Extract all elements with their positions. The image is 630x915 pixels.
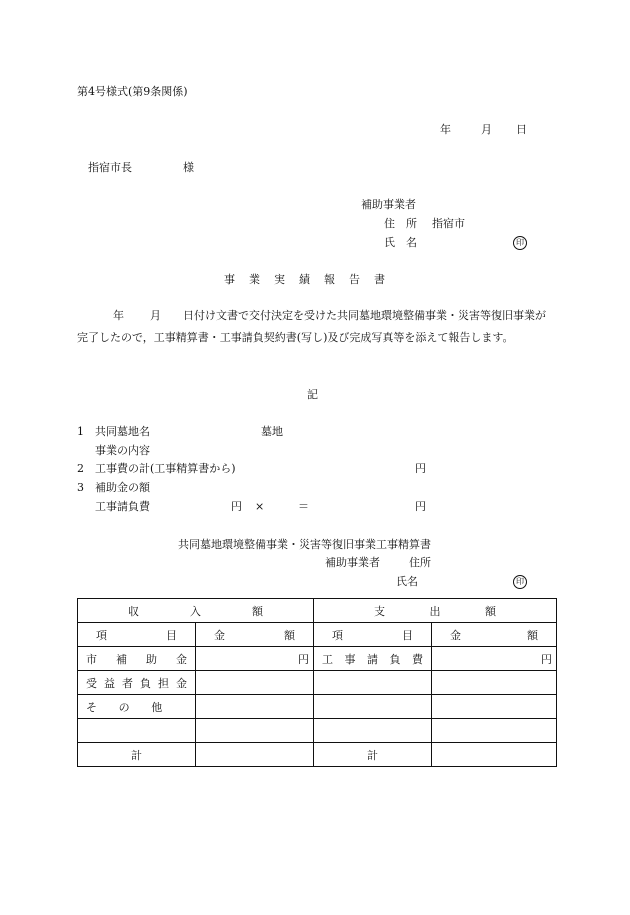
table-row bbox=[78, 695, 557, 719]
ki-label: 記 bbox=[307, 388, 318, 401]
addressee-honorific: 様 bbox=[183, 161, 194, 174]
table-row bbox=[78, 647, 557, 671]
income-item-header: 項 目 bbox=[78, 623, 196, 647]
date-year-label: 年 bbox=[440, 123, 451, 136]
applicant-address-label: 住 所 bbox=[384, 217, 417, 230]
item-3-number: 3 bbox=[77, 481, 84, 494]
label-char: 費 bbox=[412, 652, 423, 666]
date-day-label: 日 bbox=[516, 123, 527, 136]
income-amount-header: 金 額 bbox=[196, 623, 314, 647]
statement-address-label: 住所 bbox=[409, 556, 431, 569]
label-char: 金 bbox=[176, 676, 187, 690]
label-char: 助 bbox=[146, 652, 157, 666]
income-amount-cell: 円 bbox=[196, 647, 314, 671]
item-3-label: 補助金の額 bbox=[95, 481, 150, 494]
statement-title: 共同墓地環境整備事業・災害等復旧事業工事精算書 bbox=[178, 538, 431, 551]
item-3-equals-sign: ＝ bbox=[298, 500, 309, 513]
label-char: 負 bbox=[140, 676, 151, 690]
label-char: 市 bbox=[86, 652, 97, 666]
item-3-yen-unit-1: 円 bbox=[231, 500, 242, 513]
settlement-table bbox=[77, 598, 557, 767]
expense-item-cell bbox=[314, 647, 432, 671]
document-title: 事業実績報告書 bbox=[224, 273, 399, 286]
income-item-other bbox=[82, 699, 166, 715]
expense-amount-cell bbox=[432, 719, 557, 743]
applicant-seal-icon: 印 bbox=[513, 236, 527, 250]
expense-item-header: 項 目 bbox=[314, 623, 432, 647]
expense-header: 支 出 額 bbox=[314, 599, 557, 623]
expense-amount-header: 金 額 bbox=[432, 623, 557, 647]
report-body bbox=[77, 305, 554, 349]
body-year-label: 年 bbox=[113, 309, 124, 322]
income-header: 収 入 額 bbox=[78, 599, 314, 623]
income-item-cell bbox=[78, 647, 196, 671]
label-char: の bbox=[118, 700, 130, 714]
income-amount-cell bbox=[196, 671, 314, 695]
income-total-label: 計 bbox=[78, 743, 196, 767]
income-item-cell bbox=[78, 671, 196, 695]
form-number: 第4号様式(第9条関係) bbox=[77, 85, 188, 98]
label-char: 補 bbox=[116, 652, 127, 666]
expense-total-amount bbox=[432, 743, 557, 767]
expense-amount-cell bbox=[432, 695, 557, 719]
item-3-yen-unit-2: 円 bbox=[415, 500, 426, 513]
applicant-role: 補助事業者 bbox=[361, 198, 416, 211]
item-3-times-sign: × bbox=[255, 500, 265, 513]
income-amount-cell bbox=[196, 695, 314, 719]
income-item-cell bbox=[78, 695, 196, 719]
item-1-number: 1 bbox=[77, 425, 84, 438]
table-subheader-row bbox=[78, 623, 557, 647]
income-amount-cell bbox=[196, 719, 314, 743]
table-row bbox=[78, 719, 557, 743]
body-text: 日付け文書で交付決定を受けた共同墓地環境整備事業・災害等復旧事業が完了したので，工事精算書・工事請負契約書(写し)及び完成写真等を添えて報告します。 bbox=[77, 309, 546, 344]
label-char: 他 bbox=[151, 700, 163, 714]
expense-amount-cell: 円 bbox=[432, 647, 557, 671]
label-char: そ bbox=[86, 700, 97, 714]
item-3-sub-label: 工事請負費 bbox=[95, 500, 150, 513]
applicant-address-value: 指宿市 bbox=[432, 217, 465, 230]
item-2-label: 工事費の計(工事精算書から) bbox=[95, 462, 236, 475]
expense-amount-cell bbox=[432, 671, 557, 695]
applicant-name-label: 氏 名 bbox=[384, 236, 417, 249]
item-1-value: 墓地 bbox=[261, 425, 283, 438]
table-total-row bbox=[78, 743, 557, 767]
label-char: 負 bbox=[389, 652, 401, 666]
table-header-row bbox=[78, 599, 557, 623]
label-char: 金 bbox=[176, 652, 187, 666]
item-1-sub-label: 事業の内容 bbox=[95, 444, 150, 457]
expense-item-construction bbox=[318, 651, 427, 667]
statement-seal-icon: 印 bbox=[513, 575, 527, 589]
statement-applicant-label: 補助事業者 bbox=[325, 556, 380, 569]
label-char: 者 bbox=[122, 676, 133, 690]
table-row bbox=[78, 671, 557, 695]
item-1-label: 共同墓地名 bbox=[95, 425, 150, 438]
label-char: 担 bbox=[158, 676, 169, 690]
expense-item-cell bbox=[314, 671, 432, 695]
label-char: 請 bbox=[367, 652, 378, 666]
addressee-name: 指宿市長 bbox=[88, 161, 132, 174]
label-char: 事 bbox=[344, 652, 356, 666]
expense-item-cell bbox=[314, 719, 432, 743]
expense-item-cell bbox=[314, 695, 432, 719]
statement-name-label: 氏名 bbox=[396, 575, 418, 588]
income-item-cell bbox=[78, 719, 196, 743]
item-2-number: 2 bbox=[77, 462, 84, 475]
income-item-beneficiary-share bbox=[82, 675, 191, 691]
body-month-label: 月 bbox=[150, 309, 161, 322]
label-char: 益 bbox=[104, 676, 115, 690]
income-total-amount bbox=[196, 743, 314, 767]
expense-total-label: 計 bbox=[314, 743, 432, 767]
income-item-city-subsidy bbox=[82, 651, 191, 667]
date-month-label: 月 bbox=[481, 123, 492, 136]
item-2-yen-unit: 円 bbox=[415, 462, 426, 475]
label-char: 工 bbox=[322, 652, 333, 666]
label-char: 受 bbox=[86, 676, 97, 690]
